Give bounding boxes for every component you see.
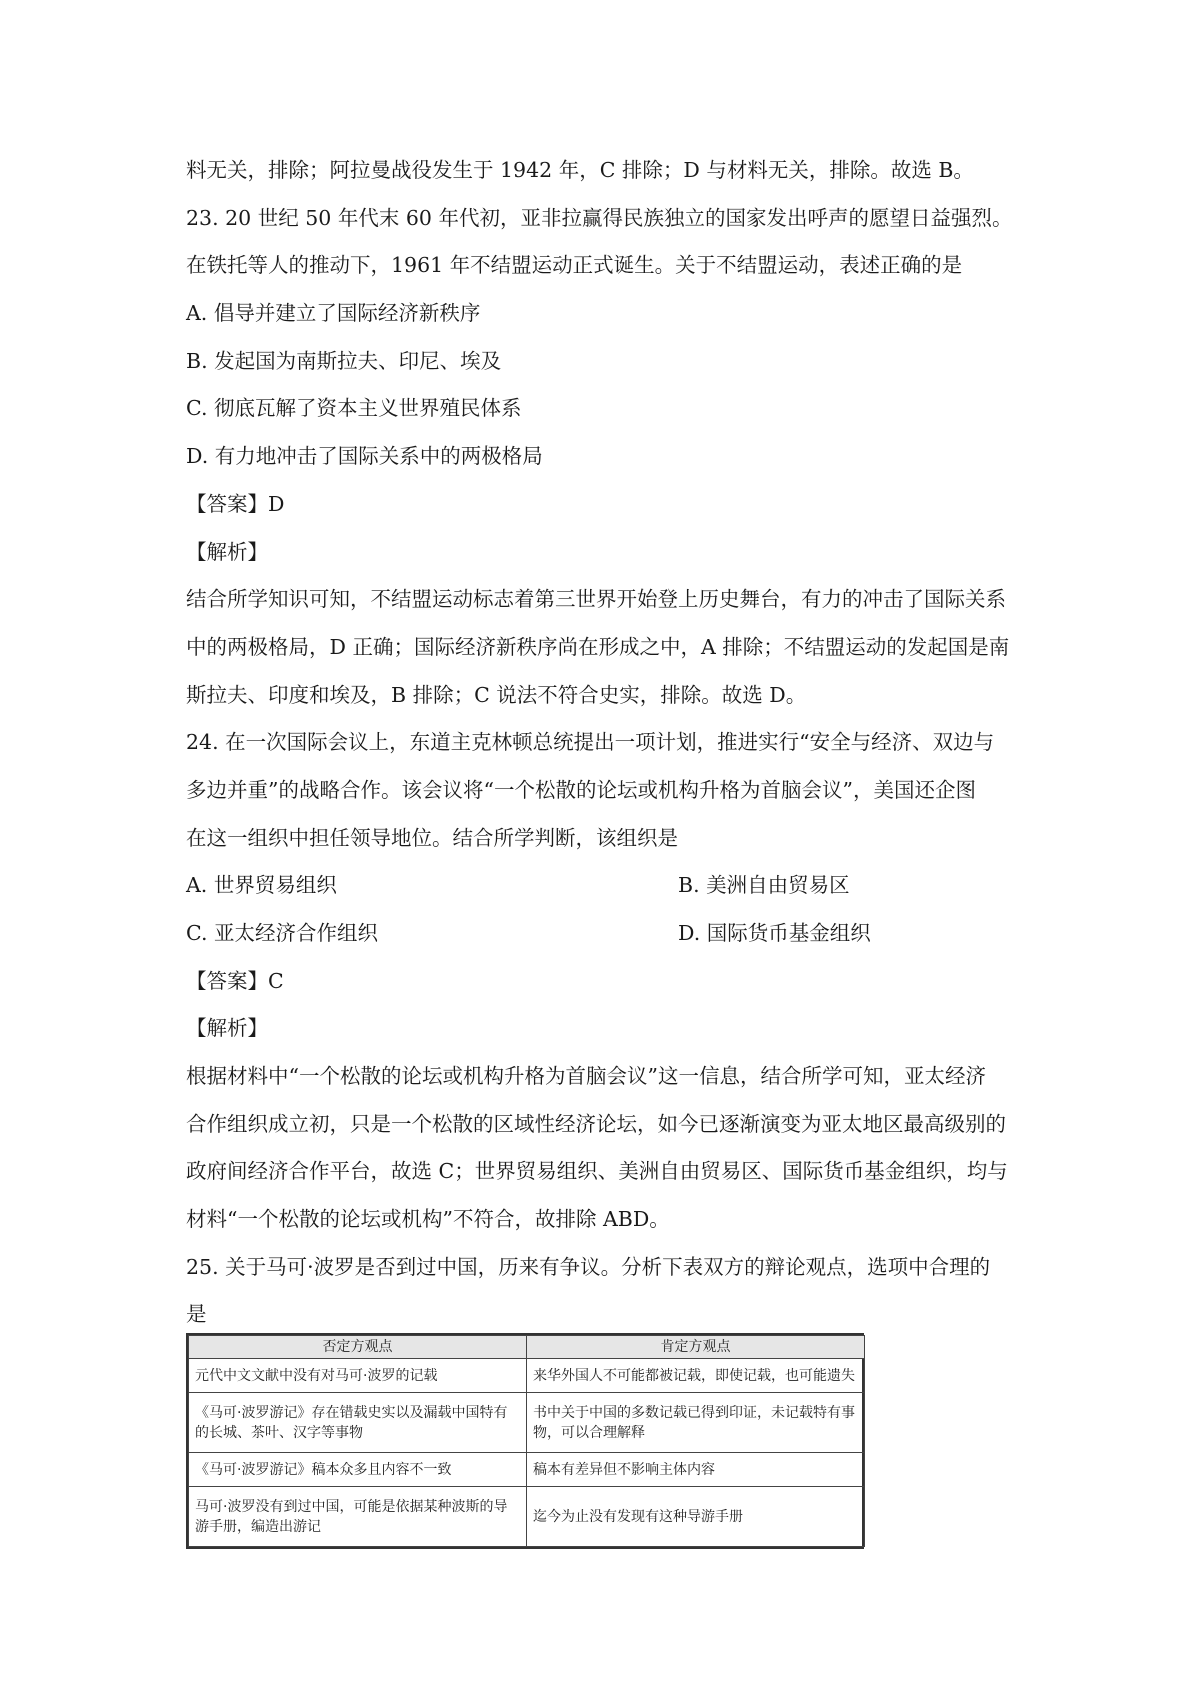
table-row bbox=[189, 1452, 865, 1486]
q23-analysis-text: 结合所学知识可知，不结盟运动标志着第三世界开始登上历史舞台，有力的冲击了国际关系 bbox=[186, 587, 1006, 611]
q24-analysis-text: 材料“一个松散的论坛或机构”不符合，故排除 ABD。 bbox=[186, 1207, 670, 1231]
positive-view-cell: 书中关于中国的多数记载已得到印证，未记载特有事物，可以合理解释 bbox=[527, 1393, 865, 1453]
positive-view-cell: 迄今为止没有发现有这种导游手册 bbox=[527, 1487, 865, 1547]
q23-analysis-text: 斯拉夫、印度和埃及，B 排除；C 说法不符合史实，排除。故选 D。 bbox=[186, 683, 807, 707]
negative-view-cell: 《马可·波罗游记》存在错载史实以及漏载中国特有的长城、茶叶、汉字等事物 bbox=[189, 1393, 527, 1453]
positive-view-cell: 来华外国人不可能都被记载，即使记载，也可能遗失 bbox=[527, 1359, 865, 1393]
question-23-stem: 23. 20 世纪 50 年代末 60 年代初，亚非拉赢得民族独立的国家发出呼声的愿望日益强烈。 bbox=[186, 206, 1013, 230]
table-row bbox=[189, 1359, 865, 1393]
q24-option-d: D. 国际货币基金组织 bbox=[678, 921, 871, 945]
text-line: 料无关，排除；阿拉曼战役发生于 1942 年，C 排除；D 与材料无关，排除。故选 B。 bbox=[186, 158, 974, 182]
q23-option-d: D. 有力地冲击了国际关系中的两极格局 bbox=[186, 444, 543, 468]
negative-view-cell: 马可·波罗没有到过中国，可能是依据某种波斯的导游手册，编造出游记 bbox=[189, 1487, 527, 1547]
question-24-stem: 多边并重”的战略合作。该会议将“一个松散的论坛或机构升格为首脑会议”，美国还企图 bbox=[186, 778, 976, 802]
question-24-stem: 在这一组织中担任领导地位。结合所学判断，该组织是 bbox=[186, 826, 678, 850]
header-positive-view: 肯定方观点 bbox=[527, 1336, 865, 1359]
question-25-stem: 25. 关于马可·波罗是否到过中国，历来有争议。分析下表双方的辩论观点，选项中合理的 bbox=[186, 1255, 991, 1279]
question-25-stem: 是 bbox=[186, 1302, 207, 1326]
question-23-stem: 在铁托等人的推动下，1961 年不结盟运动正式诞生。关于不结盟运动，表述正确的是 bbox=[186, 253, 963, 277]
negative-view-cell: 元代中文文献中没有对马可·波罗的记载 bbox=[189, 1359, 527, 1393]
positive-view-cell: 稿本有差异但不影响主体内容 bbox=[527, 1452, 865, 1486]
q23-option-c: C. 彻底瓦解了资本主义世界殖民体系 bbox=[186, 396, 522, 420]
q24-option-c: C. 亚太经济合作组织 bbox=[186, 921, 378, 945]
q23-option-a: A. 倡导并建立了国际经济新秩序 bbox=[186, 301, 481, 325]
question-24-stem: 24. 在一次国际会议上，东道主克林顿总统提出一项计划，推进实行“安全与经济、双边与 bbox=[186, 730, 995, 754]
header-negative-view: 否定方观点 bbox=[189, 1336, 527, 1359]
q24-option-a: A. 世界贸易组织 bbox=[186, 873, 337, 897]
table-header-row bbox=[189, 1336, 865, 1359]
table-row bbox=[189, 1393, 865, 1453]
q23-option-b: B. 发起国为南斯拉夫、印尼、埃及 bbox=[186, 349, 502, 373]
q24-answer: 【答案】C bbox=[186, 969, 284, 993]
table-row bbox=[189, 1487, 865, 1547]
q24-analysis-label: 【解析】 bbox=[186, 1016, 268, 1040]
q23-analysis-label: 【解析】 bbox=[186, 540, 268, 564]
q24-analysis-text: 合作组织成立初，只是一个松散的区域性经济论坛，如今已逐渐演变为亚太地区最高级别的 bbox=[186, 1112, 1006, 1136]
debate-table bbox=[186, 1333, 864, 1549]
q24-analysis-text: 根据材料中“一个松散的论坛或机构升格为首脑会议”这一信息，结合所学可知，亚太经济 bbox=[186, 1064, 986, 1088]
negative-view-cell: 《马可·波罗游记》稿本众多且内容不一致 bbox=[189, 1452, 527, 1486]
q23-answer: 【答案】D bbox=[186, 492, 285, 516]
q24-analysis-text: 政府间经济合作平台，故选 C；世界贸易组织、美洲自由贸易区、国际货币基金组织，均与 bbox=[186, 1159, 1008, 1183]
q23-analysis-text: 中的两极格局，D 正确；国际经济新秩序尚在形成之中，A 排除；不结盟运动的发起国是南 bbox=[186, 635, 1010, 659]
q24-option-b: B. 美洲自由贸易区 bbox=[678, 873, 850, 897]
